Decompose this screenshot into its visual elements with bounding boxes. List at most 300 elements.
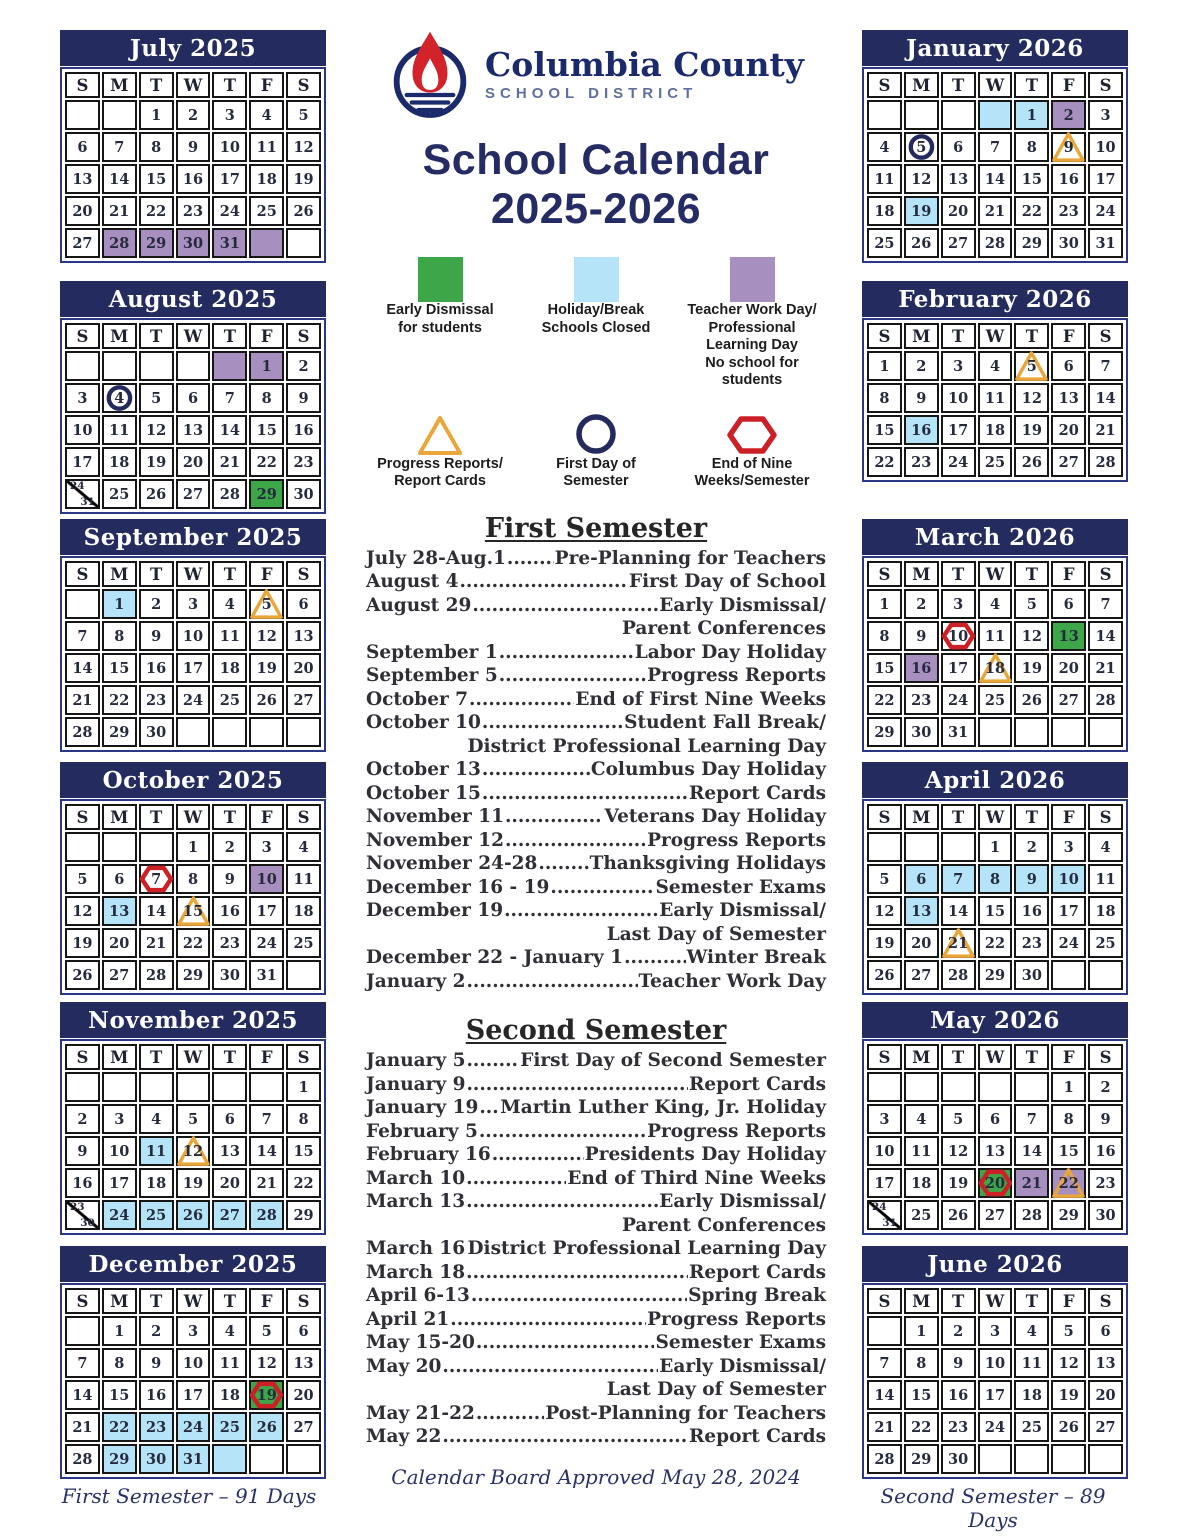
day-cell	[249, 717, 284, 747]
day-number: 15	[293, 1142, 314, 1160]
weekday-cell: F	[1051, 1288, 1086, 1314]
day-cell	[1088, 832, 1123, 862]
day-cell	[212, 1200, 247, 1230]
day-number: 15	[109, 659, 130, 677]
day-cell	[1051, 1316, 1086, 1346]
event-continuation: Parent Conferences	[621, 1214, 826, 1236]
day-cell	[65, 1412, 100, 1442]
month-calendar	[60, 762, 326, 995]
dotted-leader	[442, 1425, 688, 1449]
day-cell	[867, 1316, 902, 1346]
day-number: 22	[293, 1174, 314, 1192]
legend-label: Report Cards	[394, 473, 486, 489]
legend-swatch	[574, 257, 619, 302]
day-number: 25	[984, 691, 1006, 709]
day-cell	[249, 228, 284, 258]
month-title: November 2025	[60, 1002, 326, 1038]
day-number: 16	[911, 421, 932, 439]
day-number: 6	[1100, 1322, 1111, 1340]
day-cell	[65, 1168, 100, 1198]
event-label: Progress Reports	[647, 829, 826, 851]
day-cell	[978, 1136, 1013, 1166]
day-number: 23	[911, 453, 932, 471]
day-cell	[904, 132, 939, 162]
day-cell	[249, 1200, 284, 1230]
event-label: Martin Luther King, Jr. Holiday	[500, 1097, 826, 1118]
day-number: 28	[72, 1450, 93, 1468]
day-cell	[176, 415, 211, 445]
day-number: 13	[1058, 389, 1079, 407]
day-cell	[212, 896, 247, 926]
day-cell	[1051, 1380, 1086, 1410]
day-cell	[1051, 960, 1086, 990]
day-cell	[249, 1104, 284, 1134]
weekday-cell: S	[65, 1288, 100, 1314]
day-cell	[139, 447, 174, 477]
weekday-cell: T	[1014, 1044, 1049, 1070]
day-cell	[1051, 383, 1086, 413]
event-label: Winter Break	[686, 947, 826, 968]
event-row	[366, 570, 826, 594]
day-number: 17	[874, 1174, 895, 1192]
day-number: 26	[1021, 453, 1042, 471]
day-cell	[176, 1412, 211, 1442]
event-date: January 19	[366, 1097, 479, 1118]
day-number: 26	[1058, 1418, 1079, 1436]
event-date: October 15	[366, 782, 481, 804]
day-cell	[978, 415, 1013, 445]
event-date: May 15-20	[366, 1332, 475, 1353]
day-number: 15	[1021, 170, 1042, 188]
day-cell	[978, 832, 1013, 862]
day-cell	[176, 447, 211, 477]
day-cell	[904, 928, 939, 958]
day-number: 7	[77, 627, 88, 645]
day-cell	[867, 1348, 902, 1378]
day-cell	[286, 1072, 321, 1102]
weekday-cell: W	[176, 1044, 211, 1070]
day-number: 12	[948, 1142, 969, 1160]
day-number: 28	[146, 966, 167, 984]
day-number: 11	[911, 1142, 932, 1160]
day-cell	[941, 864, 976, 894]
day-number: 28	[948, 966, 969, 984]
day-number: 10	[182, 1354, 204, 1372]
day-number: 8	[1063, 1110, 1074, 1128]
day-number: 26	[911, 234, 932, 252]
day-number: 23	[146, 691, 167, 709]
day-cell	[65, 228, 100, 258]
event-date: May 21-22	[366, 1402, 475, 1424]
month-grid	[862, 556, 1128, 752]
day-number: 24	[1058, 934, 1079, 952]
day-cell	[978, 383, 1013, 413]
day-number: 30	[911, 723, 932, 741]
day-cell	[65, 928, 100, 958]
day-number: 21	[948, 934, 969, 952]
day-number: 1	[114, 595, 125, 613]
day-number: 20	[1095, 1386, 1116, 1404]
day-cell	[286, 1316, 321, 1346]
legend-label: Teacher Work Day/ Professional Learning Day	[687, 302, 817, 353]
day-cell	[212, 717, 247, 747]
day-cell	[249, 653, 284, 683]
day-number: 30	[146, 1450, 167, 1468]
day-number: 6	[224, 1110, 235, 1128]
day-cell	[212, 1316, 247, 1346]
day-cell	[249, 479, 284, 509]
day-cell	[978, 896, 1013, 926]
weekday-cell: F	[1051, 1044, 1086, 1070]
day-number: 10	[984, 1354, 1006, 1372]
day-number: 5	[151, 389, 162, 407]
day-cell	[904, 228, 939, 258]
day-number: 16	[1058, 170, 1079, 188]
day-number: 7	[151, 870, 162, 888]
month-title: September 2025	[60, 519, 326, 555]
day-cell	[102, 685, 137, 715]
day-cell	[1051, 1072, 1086, 1102]
event-row	[366, 1308, 826, 1332]
day-cell	[249, 164, 284, 194]
day-number: 9	[298, 389, 309, 407]
weekday-cell: S	[1088, 1288, 1123, 1314]
event-label: Report Cards	[689, 1073, 826, 1095]
day-number: 15	[109, 1386, 130, 1404]
day-number: 20	[293, 1386, 314, 1404]
day-number: 17	[182, 659, 204, 677]
day-number: 6	[1063, 595, 1074, 613]
day-number: 18	[256, 170, 277, 188]
event-row	[366, 1096, 826, 1120]
weekday-cell: T	[941, 1044, 976, 1070]
day-cell	[1051, 928, 1086, 958]
day-number: 23	[1095, 1174, 1116, 1192]
legend-label: Semester	[563, 473, 629, 489]
district-logo-text	[485, 45, 804, 102]
day-cell	[212, 196, 247, 226]
day-cell	[1051, 447, 1086, 477]
day-number: 7	[261, 1110, 272, 1128]
day-number: 19	[948, 1174, 969, 1192]
second-semester-heading: Second Semester	[465, 1015, 727, 1046]
event-label: Veterans Day Holiday	[604, 806, 826, 827]
day-cell	[249, 351, 284, 381]
event-continuation: Last Day of Semester	[606, 1379, 826, 1400]
day-cell	[102, 132, 137, 162]
event-date: March 13	[366, 1191, 466, 1212]
day-number: 29	[109, 723, 130, 741]
day-cell	[102, 621, 137, 651]
day-cell	[65, 685, 100, 715]
weekday-cell: S	[286, 323, 321, 349]
day-cell	[139, 383, 174, 413]
dotted-leader	[476, 1331, 655, 1355]
day-cell	[176, 1444, 211, 1474]
day-number: 6	[916, 870, 927, 888]
event-label: Labor Day Holiday	[634, 641, 826, 663]
day-number: 8	[151, 138, 162, 156]
day-number: 24	[256, 934, 277, 952]
event-label: Report Cards	[689, 782, 826, 804]
weekday-cell: S	[1088, 323, 1123, 349]
day-cell	[978, 100, 1013, 130]
weekday-cell: T	[941, 72, 976, 98]
day-cell	[176, 685, 211, 715]
day-cell	[941, 717, 976, 747]
day-cell	[139, 1200, 174, 1230]
day-cell	[1088, 1412, 1123, 1442]
day-cell	[65, 653, 100, 683]
day-number: 10	[1095, 138, 1116, 156]
weekday-cell: S	[867, 561, 902, 587]
event-row	[366, 711, 826, 735]
day-cell	[1088, 1444, 1123, 1474]
day-number: 26	[874, 966, 895, 984]
event-label: Post-Planning for Teachers	[545, 1402, 826, 1424]
district-subtitle: SCHOOL DISTRICT	[485, 85, 698, 102]
day-cell	[978, 864, 1013, 894]
day-cell	[1014, 132, 1049, 162]
day-number: 8	[114, 627, 125, 645]
day-cell	[1088, 383, 1123, 413]
day-cell	[1014, 196, 1049, 226]
day-number: 14	[1021, 1142, 1042, 1160]
weekday-cell: W	[176, 1288, 211, 1314]
month-calendar	[862, 762, 1128, 995]
day-number: 1	[114, 1322, 125, 1340]
day-number: 24	[872, 1201, 887, 1213]
day-cell	[102, 1444, 137, 1474]
weekday-cell: M	[904, 1044, 939, 1070]
day-number: 6	[298, 595, 309, 613]
event-row	[366, 805, 826, 829]
day-cell	[139, 196, 174, 226]
square-legend-icon	[366, 254, 514, 302]
day-cell	[176, 351, 211, 381]
day-cell	[212, 832, 247, 862]
day-cell	[249, 415, 284, 445]
day-cell	[65, 717, 100, 747]
day-number: 14	[874, 1386, 895, 1404]
dotted-leader	[482, 758, 590, 782]
day-number: 5	[298, 106, 309, 124]
event-date: December 16 - 19	[366, 876, 550, 898]
dotted-leader	[499, 641, 634, 665]
day-cell	[941, 1168, 976, 1198]
day-cell	[867, 832, 902, 862]
day-cell	[249, 832, 284, 862]
day-cell	[212, 1072, 247, 1102]
day-cell	[176, 896, 211, 926]
day-cell	[1088, 1380, 1123, 1410]
torch-logo-icon	[388, 30, 472, 120]
day-number: 1	[1063, 1078, 1074, 1096]
day-number: 27	[72, 234, 93, 252]
month-grid	[60, 799, 326, 995]
event-label: Progress Reports	[647, 1308, 826, 1330]
legend-item	[678, 254, 826, 390]
month-grid	[862, 318, 1128, 482]
day-number: 23	[948, 1418, 969, 1436]
day-number: 17	[1058, 902, 1079, 920]
weekday-cell: S	[867, 804, 902, 830]
day-number: 13	[1058, 627, 1079, 645]
month-calendar	[862, 281, 1128, 482]
day-number: 12	[874, 902, 895, 920]
day-number: 14	[72, 1386, 93, 1404]
day-cell	[978, 228, 1013, 258]
day-number: 1	[261, 357, 272, 375]
event-row	[366, 664, 826, 688]
day-number: 4	[879, 138, 890, 156]
day-number: 6	[187, 389, 199, 407]
day-cell	[102, 1136, 137, 1166]
weekday-cell: W	[978, 561, 1013, 587]
second-semester-days-note: Second Semester – 89 Days	[880, 1484, 1106, 1532]
day-number: 24	[948, 453, 969, 471]
legend-label: First Day of	[556, 455, 636, 472]
weekday-cell: T	[1014, 804, 1049, 830]
day-cell	[65, 960, 100, 990]
day-cell	[102, 415, 137, 445]
event-label: Thanksgiving Holidays	[589, 853, 826, 874]
split-day-cell	[65, 479, 100, 509]
day-cell	[941, 228, 976, 258]
day-cell	[867, 685, 902, 715]
weekday-cell: F	[249, 804, 284, 830]
day-cell	[867, 896, 902, 926]
event-row	[366, 688, 826, 712]
day-number: 19	[1058, 1386, 1079, 1404]
dotted-leader	[538, 852, 588, 876]
day-number: 17	[256, 902, 277, 920]
day-number: 30	[1021, 966, 1042, 984]
day-number: 18	[146, 1174, 167, 1192]
event-date: November 11	[366, 806, 504, 827]
day-cell	[1051, 164, 1086, 194]
day-number: 9	[1063, 138, 1074, 156]
day-cell	[102, 447, 137, 477]
second-semester-list	[366, 1049, 826, 1449]
weekday-cell: W	[978, 1288, 1013, 1314]
day-number: 9	[151, 1354, 162, 1372]
weekday-cell: S	[286, 1044, 321, 1070]
month-calendar	[60, 281, 326, 514]
day-number: 18	[109, 453, 130, 471]
day-cell	[904, 1444, 939, 1474]
weekday-cell: T	[941, 323, 976, 349]
day-cell	[102, 1072, 137, 1102]
day-number: 16	[72, 1174, 93, 1192]
day-number: 16	[948, 1386, 969, 1404]
day-cell	[249, 100, 284, 130]
day-number: 3	[261, 838, 272, 856]
day-number: 16	[146, 659, 167, 677]
legend-item	[366, 408, 514, 491]
day-number: 11	[219, 627, 240, 645]
day-number: 14	[219, 421, 240, 439]
day-number: 11	[146, 1142, 167, 1160]
event-label: Teacher Work Day	[638, 970, 826, 992]
day-number: 8	[879, 389, 890, 407]
day-cell	[139, 479, 174, 509]
day-number: 9	[77, 1142, 88, 1160]
day-cell	[867, 132, 902, 162]
weekday-cell: W	[978, 1044, 1013, 1070]
dotted-leader	[472, 594, 658, 618]
day-cell	[941, 896, 976, 926]
day-number: 15	[182, 902, 204, 920]
day-cell	[286, 1200, 321, 1230]
day-cell	[978, 132, 1013, 162]
dotted-leader	[499, 664, 646, 688]
day-number: 18	[911, 1174, 932, 1192]
event-label: Semester Exams	[655, 1332, 826, 1353]
event-label: Early Dismissal/	[659, 594, 826, 616]
day-cell	[1088, 928, 1123, 958]
day-number: 11	[109, 421, 130, 439]
day-cell	[978, 1412, 1013, 1442]
day-cell	[1051, 1348, 1086, 1378]
day-cell	[1088, 228, 1123, 258]
event-row	[366, 1237, 826, 1261]
day-number: 24	[948, 691, 969, 709]
day-number: 19	[1021, 421, 1042, 439]
day-number: 12	[911, 170, 932, 188]
day-cell	[176, 228, 211, 258]
day-number: 27	[948, 234, 969, 252]
day-cell	[286, 1412, 321, 1442]
day-cell	[1088, 351, 1123, 381]
district-name: Columbia County	[485, 45, 804, 84]
dotted-leader	[507, 547, 554, 571]
day-number: 11	[1021, 1354, 1042, 1372]
day-cell	[139, 1072, 174, 1102]
day-cell	[941, 1380, 976, 1410]
day-cell	[904, 1316, 939, 1346]
day-number: 21	[72, 1418, 93, 1436]
event-label: Report Cards	[689, 1426, 826, 1447]
day-cell	[904, 1380, 939, 1410]
weekday-cell: W	[978, 804, 1013, 830]
event-date: January 5	[366, 1050, 466, 1071]
event-date: May 20	[366, 1355, 442, 1377]
day-cell	[941, 928, 976, 958]
weekday-cell: T	[139, 804, 174, 830]
day-cell	[978, 1104, 1013, 1134]
day-number: 10	[256, 870, 277, 888]
day-cell	[978, 928, 1013, 958]
day-number: 6	[298, 1322, 309, 1340]
day-number: 9	[916, 389, 927, 407]
day-cell	[65, 1348, 100, 1378]
day-number: 12	[293, 138, 314, 156]
day-cell	[102, 1200, 137, 1230]
day-cell	[904, 351, 939, 381]
day-cell	[176, 383, 211, 413]
day-cell	[904, 621, 939, 651]
event-row	[366, 594, 826, 618]
day-cell	[176, 132, 211, 162]
weekday-cell: S	[286, 804, 321, 830]
day-number: 23	[1058, 202, 1079, 220]
day-number: 3	[114, 1110, 125, 1128]
month-grid	[60, 67, 326, 263]
day-cell	[904, 1104, 939, 1134]
day-cell	[1014, 1348, 1049, 1378]
day-cell	[249, 864, 284, 894]
